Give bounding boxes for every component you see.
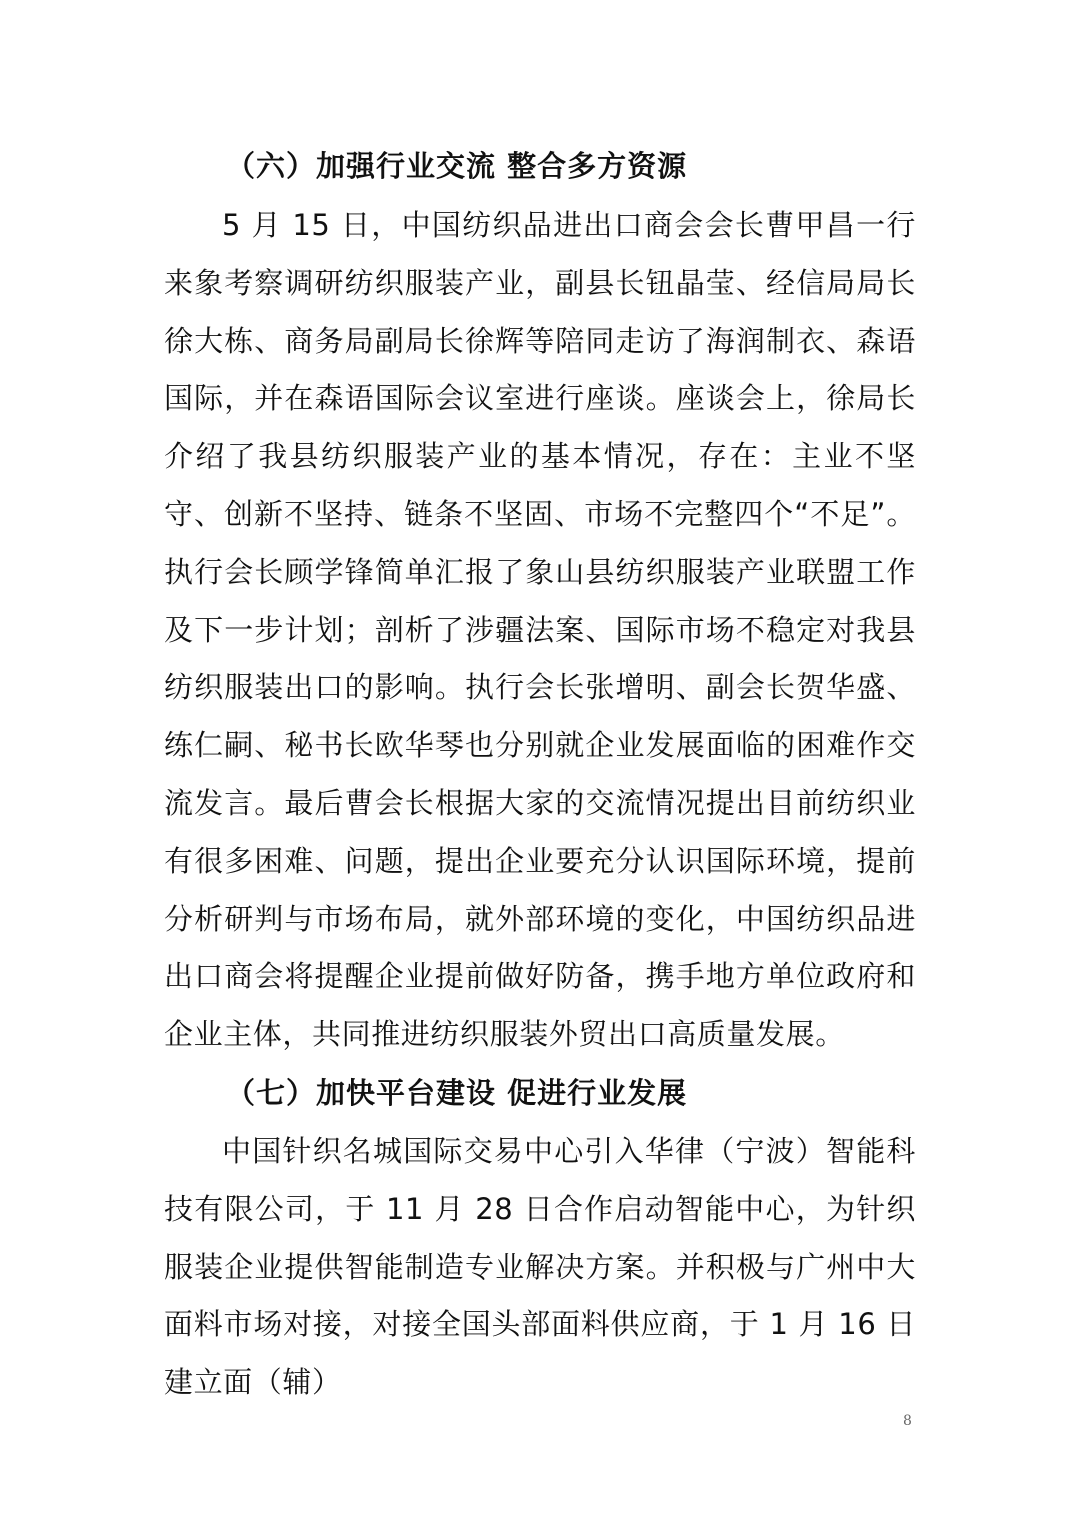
page-number: 8: [903, 1413, 912, 1429]
section-heading-seven: （七）加快平台建设 促进行业发展: [226, 1076, 688, 1110]
section-paragraph-six: 5 月 15 日，中国纺织品进出口商会会长曹甲昌一行来象考察调研纺织服装产业，副县长钮晶莹、经信局局长徐大栋、商务局副局长徐辉等陪同走访了海润制衣、森语国际，并在森语国际会议室进行座谈。座谈会上，徐局长介绍了我县纺织服装产业的基本情况，存在：主业不坚守、创新不坚持、链条不坚固、市场不完整四个“不足”。执行会长顾学锋简单汇报了象山县纺织服装产业联盟工作及下一步计划；剖析了涉疆法案、国际市场不稳定对我县纺织服装出口的影响。执行会长张增明、副会长贺华盛、练仁嗣、秘书长欧华琴也分别就企业发展面临的困难作交流发言。最后曹会长根据大家的交流情况提出目前纺织业有很多困难、问题，提出企业要充分认识国际环境，提前分析研判与市场布局，就外部环境的变化，中国纺织品进出口商会将提醒企业提前做好防备，携手地方单位政府和企业主体，共同推进纺织服装外贸出口高质量发展。: [164, 208, 916, 1052]
section-heading-six: （六）加强行业交流 整合多方资源: [226, 149, 688, 183]
section-paragraph-seven: 中国针织名城国际交易中心引入华律（宁波）智能科技有限公司，于 11 月 28 日合作启动智能中心，为针织服装企业提供智能制造专业解决方案。并积极与广州中大面料市场对接，对接全国头部面料供应商，于 1 月 16 日建立面（辅）: [164, 1134, 916, 1400]
